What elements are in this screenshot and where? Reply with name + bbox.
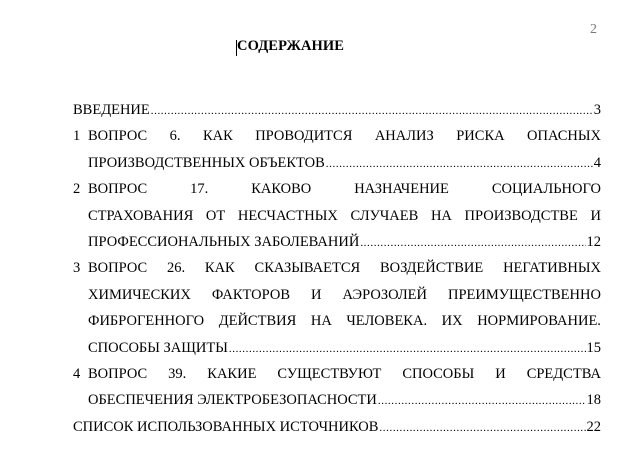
- word: 39.: [168, 365, 187, 382]
- toc-line-last: [73, 153, 601, 179]
- word: КАКИЕ: [207, 365, 257, 382]
- toc-page-number: 15: [586, 339, 601, 356]
- toc-entry-question-6[interactable]: [73, 126, 601, 179]
- dot-leader: [360, 233, 585, 253]
- dot-leader: [229, 339, 586, 359]
- word: 6.: [169, 128, 181, 145]
- word: НОРМИРОВАНИЕ.: [477, 313, 601, 330]
- toc-line-last: [73, 390, 601, 416]
- word: ПРОИЗВОДСТВЕ: [464, 207, 578, 224]
- dot-leader: [326, 154, 593, 174]
- page-title: СОДЕРЖАНИЕ: [237, 38, 345, 54]
- toc-entry-text: ВВЕДЕНИЕ: [73, 102, 150, 118]
- word: КАК: [202, 128, 233, 145]
- word: ОТ: [205, 207, 226, 224]
- word: СТРАХОВАНИЯ: [88, 207, 194, 224]
- toc-page-number: 12: [586, 233, 601, 250]
- toc-page-number: 4: [593, 154, 601, 171]
- toc-line-last: [73, 232, 601, 258]
- word: СУЩЕСТВУЮТ: [277, 365, 382, 382]
- dot-leader: [378, 391, 586, 411]
- toc-entry-references[interactable]: [73, 417, 601, 443]
- toc-entry-introduction[interactable]: [73, 100, 601, 126]
- dot-leader: [379, 418, 585, 438]
- word: ВОПРОС: [88, 128, 148, 145]
- toc-page-number: 3: [593, 102, 601, 118]
- toc-line: [73, 364, 601, 390]
- table-of-contents: [73, 100, 601, 443]
- toc-line: [73, 126, 601, 152]
- toc-entry-number: 3: [73, 260, 81, 277]
- toc-line: [73, 311, 601, 337]
- word: ВОЗДЕЙСТВИЕ: [379, 260, 484, 277]
- word: ФИБРОГЕННОГО: [88, 313, 205, 330]
- toc-line: [73, 258, 601, 284]
- word: СПОСОБЫ: [402, 365, 475, 382]
- toc-entry-text: ПРОИЗВОДСТВЕННЫХ ОБЪЕКТОВ: [88, 154, 325, 171]
- word: ФАКТОРОВ: [211, 286, 291, 303]
- toc-entry-text: ПРОФЕССИОНАЛЬНЫХ ЗАБОЛЕВАНИЙ: [88, 233, 360, 250]
- word: НЕСЧАСТНЫХ: [237, 207, 338, 224]
- toc-entry-text: ОБЕСПЕЧЕНИЯ ЭЛЕКТРОБЕЗОПАСНОСТИ: [88, 392, 377, 409]
- toc-entry-question-17[interactable]: [73, 179, 601, 258]
- toc-entry-number: 1: [73, 128, 81, 145]
- word: РИСКА: [456, 128, 505, 145]
- toc-line-last: [73, 338, 601, 364]
- word: ПРЕИМУЩЕСТВЕННО: [447, 286, 601, 303]
- word: СРЕДСТВА: [526, 365, 601, 382]
- word: ВОПРОС: [88, 260, 148, 277]
- word: ПРОВОДИТСЯ: [255, 128, 353, 145]
- word: ДЕЙСТВИЯ: [218, 313, 297, 330]
- toc-line: [73, 206, 601, 232]
- toc-entry-question-39[interactable]: [73, 364, 601, 417]
- toc-line: [73, 179, 601, 205]
- toc-page-number: 22: [586, 418, 601, 435]
- word: АНАЛИЗ: [374, 128, 434, 145]
- word: ХИМИЧЕСКИХ: [88, 286, 191, 303]
- toc-entry-number: 2: [73, 181, 81, 198]
- dot-leader: [151, 101, 593, 121]
- word: СЛУЧАЕВ: [350, 207, 419, 224]
- word: ОПАСНЫХ: [527, 128, 601, 145]
- word: 26.: [166, 260, 186, 277]
- word: СКАЗЫВАЕТСЯ: [254, 260, 361, 277]
- toc-entry-text: СПИСОК ИСПОЛЬЗОВАННЫХ ИСТОЧНИКОВ: [73, 418, 379, 435]
- word: И: [311, 286, 322, 303]
- word: И: [495, 365, 506, 382]
- page-number: 2: [590, 22, 597, 37]
- word: ИХ: [441, 313, 463, 330]
- word: НАЗНАЧЕНИЕ: [354, 181, 449, 198]
- word: НА: [310, 313, 332, 330]
- word: ЧЕЛОВЕКА.: [346, 313, 428, 330]
- word: СОЦИАЛЬНОГО: [491, 181, 601, 198]
- toc-entry-text: СПОСОБЫ ЗАЩИТЫ: [88, 339, 228, 356]
- word: НЕГАТИВНЫХ: [503, 260, 601, 277]
- word: КАК: [204, 260, 235, 277]
- word: АЭРОЗОЛЕЙ: [342, 286, 428, 303]
- word: ВОПРОС: [88, 181, 148, 198]
- word: ВОПРОС: [88, 365, 148, 382]
- toc-page-number: 18: [586, 392, 601, 409]
- toc-line: [73, 285, 601, 311]
- word: И: [590, 207, 601, 224]
- toc-entry-number: 4: [73, 365, 81, 382]
- toc-entry-question-26[interactable]: [73, 258, 601, 364]
- word: КАКОВО: [251, 181, 312, 198]
- word: 17.: [190, 181, 209, 198]
- word: НА: [430, 207, 452, 224]
